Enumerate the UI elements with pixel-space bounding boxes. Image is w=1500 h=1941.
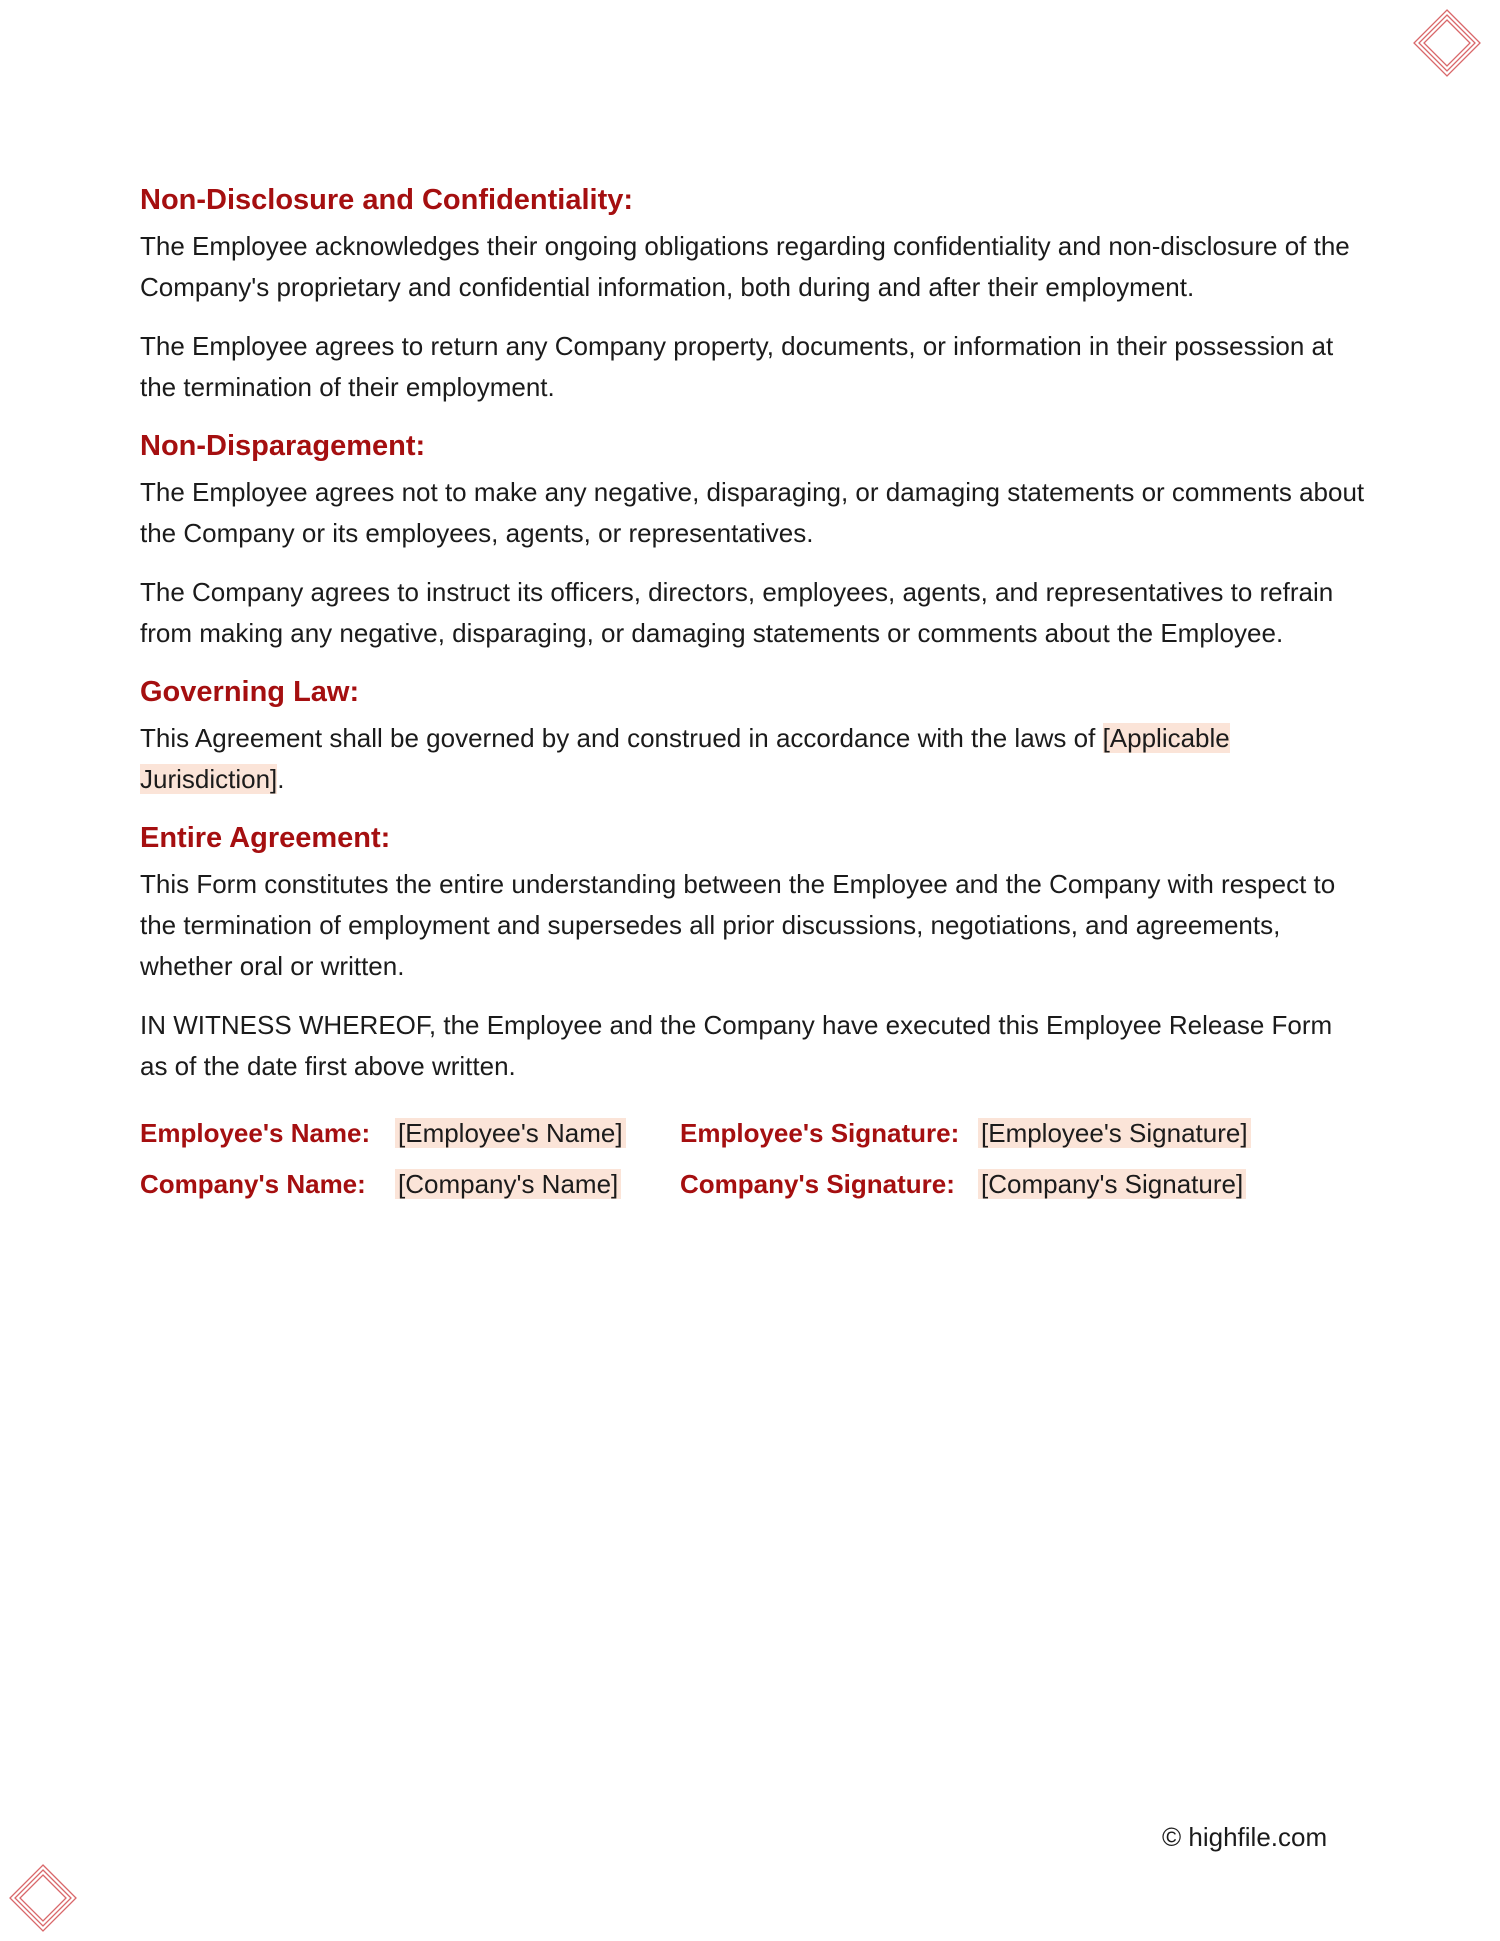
- document-body: [140, 180, 1365, 1217]
- company-signature-field[interactable]: [Company's Signature]: [978, 1169, 1246, 1199]
- employee-name-field[interactable]: [Employee's Name]: [395, 1118, 626, 1148]
- employee-signature-label: Employee's Signature:: [680, 1118, 960, 1148]
- paragraph-text: .: [277, 764, 285, 794]
- footer-copyright: © highfile.com: [1162, 1822, 1328, 1852]
- employee-name-label: Employee's Name:: [140, 1118, 371, 1148]
- section-heading: Non-Disparagement:: [140, 430, 426, 462]
- section-non-disclosure: [140, 180, 1365, 408]
- company-signature-label: Company's Signature:: [680, 1169, 955, 1199]
- section-non-disparagement: [140, 426, 1365, 654]
- section-entire-agreement: [140, 818, 1365, 1087]
- signature-table: [140, 1115, 1251, 1217]
- paragraph: [140, 718, 1365, 800]
- section-governing-law: [140, 672, 1365, 800]
- signature-row-employee: [140, 1115, 1251, 1166]
- diamond-ornament-icon: [1412, 8, 1482, 78]
- section-heading: Governing Law:: [140, 676, 360, 708]
- company-name-field[interactable]: [Company's Name]: [395, 1169, 621, 1199]
- paragraph: This Form constitutes the entire understanding between the Employee and the Company with respect to the termination of employment and supersedes all prior discussions, negotiations, and agreements, whether oral or written.: [140, 869, 1336, 981]
- paragraph-text: This Agreement shall be governed by and construed in accordance with the laws of: [140, 723, 1103, 753]
- paragraph: The Employee agrees not to make any negative, disparaging, or damaging statements or comments about the Company or its employees, agents, or representatives.: [140, 477, 1365, 548]
- jurisdiction-placeholder[interactable]: [Applicable Jurisdiction]: [140, 723, 1230, 794]
- employee-signature-field[interactable]: [Employee's Signature]: [978, 1118, 1251, 1148]
- section-heading: Non-Disclosure and Confidentiality:: [140, 184, 634, 216]
- section-heading: Entire Agreement:: [140, 822, 391, 854]
- paragraph: The Employee acknowledges their ongoing obligations regarding confidentiality and non-disclosure of the Company's proprietary and confidential information, both during and after their employment.: [140, 231, 1350, 302]
- paragraph: The Employee agrees to return any Company property, documents, or information in their possession at the termination of their employment.: [140, 331, 1334, 402]
- paragraph: The Company agrees to instruct its officers, directors, employees, agents, and representatives to refrain from making any negative, disparaging, or damaging statements or comments about the Employee.: [140, 577, 1334, 648]
- company-name-label: Company's Name:: [140, 1169, 366, 1199]
- signature-row-company: [140, 1166, 1251, 1217]
- paragraph: IN WITNESS WHEREOF, the Employee and the Company have executed this Employee Release Form as of the date first above written.: [140, 1010, 1333, 1081]
- diamond-ornament-icon: [8, 1863, 78, 1933]
